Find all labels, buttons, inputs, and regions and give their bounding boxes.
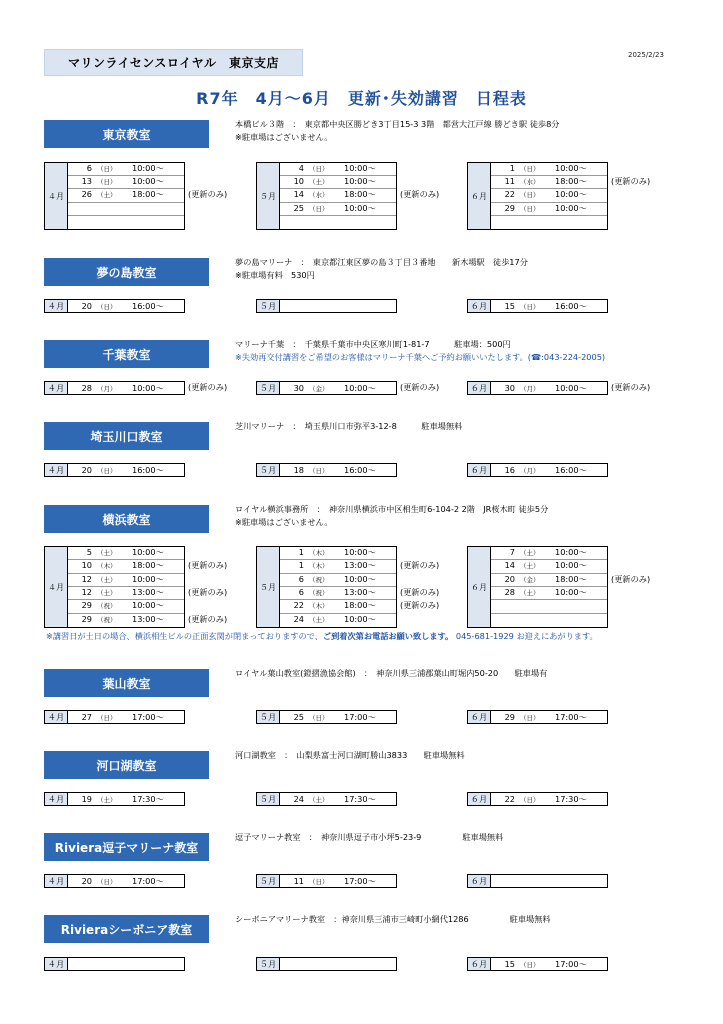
session-day: 15 <box>504 959 515 969</box>
session-row <box>280 587 396 600</box>
month-label: ６月 <box>468 464 491 476</box>
venue-address: シーボニアマリーナ教室 ：神奈川県三浦市三崎町小網代1286 駐車場無料 <box>235 914 551 924</box>
month-label: ５月 <box>257 300 280 312</box>
session-row <box>68 587 184 600</box>
update-only-note: (更新のみ) <box>611 382 651 392</box>
session-weekday: （日） <box>309 165 329 173</box>
session-weekday: （日） <box>97 467 117 475</box>
venue-title: 夢の島教室 <box>44 258 209 286</box>
month-session <box>467 710 608 724</box>
session-weekday: （日） <box>520 714 540 722</box>
session-row <box>491 574 607 587</box>
session-day: 6 <box>86 163 92 173</box>
session-weekday: （日） <box>309 204 329 213</box>
session-time: 18:00～ <box>132 560 164 571</box>
session-day: 22 <box>293 600 304 611</box>
session-list <box>280 163 396 229</box>
session-list <box>491 163 607 229</box>
session-weekday: （日） <box>97 878 117 886</box>
month-session <box>467 381 608 395</box>
session-time: 10:00～ <box>344 202 376 213</box>
session-row <box>491 203 607 216</box>
session-time: 10:00～ <box>555 163 587 173</box>
session-row <box>68 560 184 573</box>
month-label: ５月 <box>257 382 280 394</box>
venue-title: 河口湖教室 <box>44 751 209 779</box>
session-day: 15 <box>504 301 515 311</box>
session-time: 10:00～ <box>555 202 587 213</box>
session-weekday: （土） <box>97 796 117 804</box>
month-label: ４月 <box>45 464 68 476</box>
update-only-note: (更新のみ) <box>400 382 440 392</box>
session-day: 4 <box>298 163 304 173</box>
session-day: 7 <box>509 547 515 557</box>
session-weekday: （土） <box>309 178 329 187</box>
venue-note: ※駐車場はございません。 <box>235 132 333 142</box>
session-weekday: （土） <box>520 588 540 597</box>
session-row <box>280 176 396 189</box>
month-session <box>256 957 397 971</box>
month-session <box>256 381 397 395</box>
venue-address: 本橋ビル３階 ： 東京都中央区勝どき3丁目15-3 3階 都営大江戸線 勝どき駅 徒歩8分 <box>235 119 560 129</box>
month-schedule <box>256 162 397 230</box>
session-time: 17:00～ <box>344 712 376 722</box>
month-session <box>256 299 397 313</box>
session-day: 29 <box>81 613 92 624</box>
month-session <box>256 710 397 724</box>
session-time: 10:00～ <box>344 383 376 393</box>
venue-title: 葉山教室 <box>44 669 209 697</box>
session-day: 29 <box>504 712 515 722</box>
venue-address: 夢の島マリーナ ： 東京都江東区夢の島３丁目３番地 新木場駅 徒歩17分 <box>235 257 528 267</box>
session-day: 20 <box>81 876 92 886</box>
month-label: ５月 <box>257 464 280 476</box>
update-only-note: (更新のみ) <box>400 600 440 611</box>
session-time: 10:00～ <box>344 547 376 557</box>
notice-tail: お迎えにあがります。 <box>516 631 598 641</box>
session-day: 18 <box>293 465 304 475</box>
venue-title: 千葉教室 <box>44 340 209 368</box>
session-day: 28 <box>81 383 92 393</box>
month-label: ６月 <box>468 875 491 887</box>
venue-title: Rivieraシーボニア教室 <box>44 915 209 943</box>
session-day: 13 <box>81 176 92 187</box>
month-label: ４月 <box>45 875 68 887</box>
session-row <box>68 574 184 587</box>
session-day: 16 <box>504 465 515 475</box>
venue-info <box>235 118 559 144</box>
notice-phone: 045-681-1929 <box>455 631 514 641</box>
session-weekday: （土） <box>520 549 540 557</box>
month-label: ４月 <box>45 793 68 805</box>
session-list <box>280 547 396 627</box>
session-day: 1 <box>298 560 304 571</box>
session-time: 16:00～ <box>555 301 587 311</box>
session-time: 18:00～ <box>132 189 164 200</box>
session-day: 26 <box>81 189 92 200</box>
month-label: ５月 <box>257 875 280 887</box>
session-time: 10:00～ <box>132 383 164 393</box>
session-time: 17:00～ <box>555 712 587 722</box>
month-label: ５月 <box>257 547 280 627</box>
venue-note: ※駐車場はございません。 <box>235 517 333 527</box>
month-session <box>256 874 397 888</box>
session-row <box>280 189 396 202</box>
month-session <box>44 299 185 313</box>
month-session <box>44 957 185 971</box>
month-label: ４月 <box>45 547 68 627</box>
venue-address: 芝川マリーナ ： 埼玉県川口市弥平3-12-8 駐車場無料 <box>235 421 463 431</box>
venue-address: ロイヤル葉山教室(鐙摺漁協会館) ： 神奈川県三浦郡葉山町堀内50-20 駐車場有 <box>235 668 548 678</box>
session-day: 5 <box>86 547 92 557</box>
notice-bold: ご到着次第お電話お願い致します。 <box>322 631 454 641</box>
session-row <box>280 163 396 176</box>
month-label: ４月 <box>45 300 68 312</box>
session-list <box>68 547 184 627</box>
month-label: ４月 <box>45 958 68 970</box>
session-weekday: （日） <box>520 204 540 213</box>
session-day: 29 <box>81 600 92 611</box>
venue-info <box>235 420 462 433</box>
session-day: 22 <box>504 189 515 200</box>
update-only-note: (更新のみ) <box>400 587 440 597</box>
session-time: 16:00～ <box>132 465 164 475</box>
session-row <box>68 189 184 202</box>
update-only-note: (更新のみ) <box>400 560 440 571</box>
session-row <box>68 176 184 189</box>
session-row <box>491 600 607 613</box>
update-only-note: (更新のみ) <box>188 587 228 597</box>
month-schedule <box>467 162 608 230</box>
session-weekday: （月） <box>520 467 540 475</box>
session-weekday: （土） <box>97 191 117 200</box>
session-time: 17:00～ <box>132 876 164 886</box>
session-weekday: （日） <box>309 878 329 886</box>
month-session <box>467 792 608 806</box>
session-day: 14 <box>504 560 515 571</box>
month-label: ５月 <box>257 793 280 805</box>
session-weekday: （日） <box>520 191 540 200</box>
session-weekday: （土） <box>520 562 540 571</box>
session-time: 18:00～ <box>344 189 376 200</box>
session-list <box>491 547 607 627</box>
session-row <box>280 203 396 216</box>
month-label: ６月 <box>468 793 491 805</box>
session-day: 6 <box>298 573 304 584</box>
month-session <box>467 874 608 888</box>
session-weekday: （祝） <box>97 602 117 611</box>
session-row <box>491 216 607 229</box>
session-row <box>68 203 184 216</box>
update-only-note: (更新のみ) <box>611 573 651 584</box>
session-weekday: （日） <box>309 467 329 475</box>
update-only-note: (更新のみ) <box>188 382 228 392</box>
month-label: ５月 <box>257 163 280 229</box>
session-row <box>68 216 184 229</box>
session-weekday: （月） <box>520 385 540 393</box>
month-schedule <box>467 546 608 628</box>
venue-title: Riviera逗子マリーナ教室 <box>44 833 209 861</box>
month-session <box>256 463 397 477</box>
session-day: 11 <box>293 876 304 886</box>
session-row <box>280 574 396 587</box>
notice-text: ※講習日が土日の場合、横浜相生ビルの正面玄関が閉まっておりますので、 <box>46 631 323 641</box>
month-label: ４月 <box>45 163 68 229</box>
session-row <box>491 560 607 573</box>
session-row <box>280 560 396 573</box>
session-time: 17:00～ <box>132 712 164 722</box>
session-time: 10:00～ <box>132 176 164 187</box>
session-day: 24 <box>293 613 304 624</box>
month-label: ４月 <box>45 382 68 394</box>
session-row <box>491 547 607 560</box>
session-time: 17:30～ <box>344 794 376 804</box>
session-row <box>68 600 184 613</box>
session-day: 10 <box>81 560 92 571</box>
session-weekday: （土） <box>309 796 329 804</box>
month-session <box>467 957 608 971</box>
session-weekday: （木） <box>97 562 117 571</box>
venue-info <box>235 256 528 282</box>
update-only-note: (更新のみ) <box>400 189 440 200</box>
session-time: 18:00～ <box>555 573 587 584</box>
session-weekday: （金） <box>309 385 329 393</box>
session-day: 1 <box>298 547 304 557</box>
session-time: 17:30～ <box>132 794 164 804</box>
month-schedule <box>44 162 185 230</box>
session-row <box>280 547 396 560</box>
session-time: 13:00～ <box>132 613 164 624</box>
session-day: 20 <box>81 465 92 475</box>
venue-address: ロイヤル横浜事務所 ： 神奈川県横浜市中区相生町6-104-2 2階 JR桜木町 徒歩5分 <box>235 504 549 514</box>
session-day: 20 <box>81 301 92 311</box>
session-time: 10:00～ <box>344 163 376 173</box>
session-weekday: （日） <box>97 303 117 311</box>
venue-title: 埼玉川口教室 <box>44 422 209 450</box>
month-session <box>256 792 397 806</box>
month-label: ４月 <box>45 711 68 723</box>
session-time: 10:00～ <box>555 586 587 597</box>
session-day: 10 <box>293 176 304 187</box>
session-day: 30 <box>504 383 515 393</box>
session-row <box>491 189 607 202</box>
month-label: ６月 <box>468 958 491 970</box>
document-date: 2025/2/23 <box>628 51 664 59</box>
session-time: 10:00～ <box>555 189 587 200</box>
session-day: 11 <box>504 176 515 187</box>
session-weekday: （日） <box>309 714 329 722</box>
venue-info <box>235 338 605 364</box>
session-row <box>68 614 184 627</box>
session-day: 1 <box>509 163 515 173</box>
session-weekday: （日） <box>520 796 540 804</box>
venue-info <box>235 667 547 680</box>
venue-address: 逗子マリーナ教室 ： 神奈川県逗子市小坪5-23-9 駐車場無料 <box>235 832 504 842</box>
session-row <box>68 163 184 176</box>
yokohama-notice <box>46 631 598 642</box>
month-label: ６月 <box>468 163 491 229</box>
session-weekday: （日） <box>520 165 540 173</box>
session-time: 17:00～ <box>555 959 587 969</box>
session-weekday: （土） <box>309 615 329 624</box>
month-label: ６月 <box>468 300 491 312</box>
session-weekday: （木） <box>309 562 329 571</box>
session-list <box>68 163 184 229</box>
session-day: 25 <box>293 202 304 213</box>
session-time: 10:00～ <box>555 383 587 393</box>
session-time: 17:00～ <box>344 876 376 886</box>
session-time: 13:00～ <box>344 586 376 597</box>
session-weekday: （土） <box>97 588 117 597</box>
session-time: 10:00～ <box>132 600 164 611</box>
session-time: 10:00～ <box>132 547 164 557</box>
session-row <box>280 216 396 229</box>
session-time: 18:00～ <box>555 176 587 187</box>
session-time: 17:30～ <box>555 794 587 804</box>
month-session <box>44 874 185 888</box>
venue-note: ※失効再交付講習をご希望のお客様はマリーナ千葉へご予約お願いいたします。(☎:043-224-2005) <box>235 352 606 362</box>
session-row <box>491 176 607 189</box>
session-weekday: （日） <box>97 714 117 722</box>
session-day: 19 <box>81 794 92 804</box>
company-name: マリンライセンスロイヤル 東京支店 <box>44 49 303 76</box>
update-only-note: (更新のみ) <box>188 613 228 624</box>
page-title: R7年 4月～6月 更新･失効講習 日程表 <box>196 89 527 108</box>
session-time: 10:00～ <box>344 613 376 624</box>
session-weekday: （日） <box>520 961 540 969</box>
session-time: 13:00～ <box>344 560 376 571</box>
session-day: 29 <box>504 202 515 213</box>
venue-title: 横浜教室 <box>44 505 209 533</box>
month-session <box>44 710 185 724</box>
session-weekday: （水） <box>520 178 540 187</box>
session-weekday: （日） <box>520 303 540 311</box>
session-time: 18:00～ <box>344 600 376 611</box>
session-weekday: （祝） <box>309 575 329 584</box>
session-time: 16:00～ <box>344 465 376 475</box>
session-weekday: （水） <box>309 191 329 200</box>
venue-note: ※駐車場有料 530円 <box>235 270 315 280</box>
month-schedule <box>256 546 397 628</box>
session-time: 13:00～ <box>132 586 164 597</box>
venue-address: 河口湖教室 ： 山梨県富士河口湖町勝山3833 駐車場無料 <box>235 750 465 760</box>
session-day: 25 <box>293 712 304 722</box>
session-weekday: （木） <box>309 602 329 611</box>
update-only-note: (更新のみ) <box>611 176 651 187</box>
session-time: 10:00～ <box>344 573 376 584</box>
session-weekday: （木） <box>309 549 329 557</box>
session-day: 14 <box>293 189 304 200</box>
session-weekday: （土） <box>97 575 117 584</box>
session-row <box>280 600 396 613</box>
month-label: ５月 <box>257 958 280 970</box>
month-label: ６月 <box>468 547 491 627</box>
session-row <box>491 163 607 176</box>
session-time: 10:00～ <box>555 560 587 571</box>
month-schedule <box>44 546 185 628</box>
session-day: 6 <box>298 586 304 597</box>
session-time: 16:00～ <box>555 465 587 475</box>
session-weekday: （祝） <box>309 588 329 597</box>
session-day: 12 <box>81 573 92 584</box>
venue-address: マリーナ千葉 ： 千葉県千葉市中央区寒川町1-81-7 駐車場：500円 <box>235 339 511 349</box>
month-session <box>44 463 185 477</box>
session-day: 30 <box>293 383 304 393</box>
venue-info <box>235 831 503 844</box>
month-session <box>467 299 608 313</box>
session-time: 10:00～ <box>132 163 164 173</box>
session-row <box>491 587 607 600</box>
session-day: 20 <box>504 573 515 584</box>
session-time: 10:00～ <box>344 176 376 187</box>
month-label: ５月 <box>257 711 280 723</box>
session-day: 24 <box>293 794 304 804</box>
session-row <box>491 614 607 627</box>
session-time: 10:00～ <box>132 573 164 584</box>
session-weekday: （月） <box>97 385 117 393</box>
month-label: ６月 <box>468 711 491 723</box>
session-weekday: （金） <box>520 575 540 584</box>
update-only-note: (更新のみ) <box>188 560 228 571</box>
session-weekday: （土） <box>97 549 117 557</box>
session-row <box>68 547 184 560</box>
venue-info <box>235 913 551 926</box>
session-weekday: （日） <box>97 165 117 173</box>
session-day: 22 <box>504 794 515 804</box>
session-day: 27 <box>81 712 92 722</box>
session-time: 16:00～ <box>132 301 164 311</box>
venue-info <box>235 503 548 529</box>
session-weekday: （祝） <box>97 615 117 624</box>
session-day: 28 <box>504 586 515 597</box>
month-session <box>44 792 185 806</box>
session-weekday: （日） <box>97 178 117 187</box>
month-session <box>44 381 185 395</box>
session-row <box>280 614 396 627</box>
venue-title: 東京教室 <box>44 120 209 148</box>
month-label: ６月 <box>468 382 491 394</box>
session-time: 10:00～ <box>555 547 587 557</box>
session-day: 12 <box>81 586 92 597</box>
month-session <box>467 463 608 477</box>
update-only-note: (更新のみ) <box>188 189 228 200</box>
venue-info <box>235 749 465 762</box>
